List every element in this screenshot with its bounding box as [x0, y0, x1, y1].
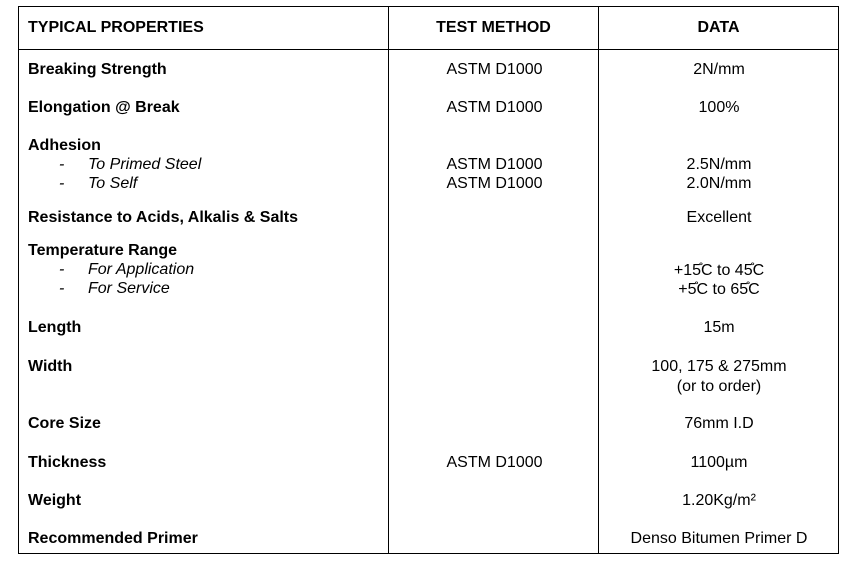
test-method-value: ASTM D1000 [446, 156, 543, 173]
subitem-label: To Primed Steel [88, 156, 202, 173]
property-label: Elongation @ Break [28, 99, 180, 116]
data-value: 15m [703, 319, 735, 336]
test-method-value: ASTM D1000 [446, 61, 543, 78]
data-value: 76mm I.D [684, 415, 754, 432]
subitem-for-service [28, 279, 383, 298]
data-value: 1.20Kg/m² [682, 492, 756, 509]
test-method-value: ASTM D1000 [446, 454, 543, 471]
data-value: 100% [698, 99, 740, 116]
property-label: Adhesion [28, 137, 101, 154]
property-label: Length [28, 319, 82, 336]
bullet-dash: - [59, 261, 65, 278]
bullet-dash: - [59, 280, 65, 297]
property-label: Width [28, 358, 73, 375]
data-value: Denso Bitumen Primer D [630, 530, 808, 547]
subitem-label: To Self [88, 175, 138, 192]
subitem-for-application [28, 260, 383, 279]
data-value: +5̊C to 65̊C [678, 281, 760, 298]
data-value: 2N/mm [693, 61, 745, 78]
data-value: 100, 175 & 275mm [651, 358, 787, 375]
subitem-to-self [28, 174, 383, 193]
property-label: Temperature Range [28, 242, 178, 259]
bullet-dash: - [59, 156, 65, 173]
properties-table [18, 6, 839, 554]
test-method-value: ASTM D1000 [446, 175, 543, 192]
test-method-value: ASTM D1000 [446, 99, 543, 116]
property-label: Core Size [28, 415, 101, 432]
property-label: Recommended Primer [28, 530, 198, 547]
header-data: DATA [697, 19, 740, 36]
data-value: Excellent [686, 209, 752, 226]
data-value-note: (or to order) [676, 378, 762, 395]
data-value: 2.0N/mm [686, 175, 752, 192]
bullet-dash: - [59, 175, 65, 192]
property-label: Thickness [28, 454, 107, 471]
header-typical-properties: TYPICAL PROPERTIES [28, 19, 204, 36]
subitem-label: For Service [88, 280, 170, 297]
property-label: Weight [28, 492, 82, 509]
property-label: Breaking Strength [28, 61, 167, 78]
subitem-to-primed-steel [28, 155, 383, 174]
header-test-method: TEST METHOD [436, 19, 551, 36]
column-divider-1 [388, 7, 389, 553]
data-value: 2.5N/mm [686, 156, 752, 173]
header-divider [19, 49, 838, 50]
data-value: 1100µm [690, 454, 748, 471]
data-value: +15̊C to 45̊C [673, 262, 765, 279]
subitem-label: For Application [88, 261, 195, 278]
property-label: Resistance to Acids, Alkalis & Salts [28, 209, 299, 226]
